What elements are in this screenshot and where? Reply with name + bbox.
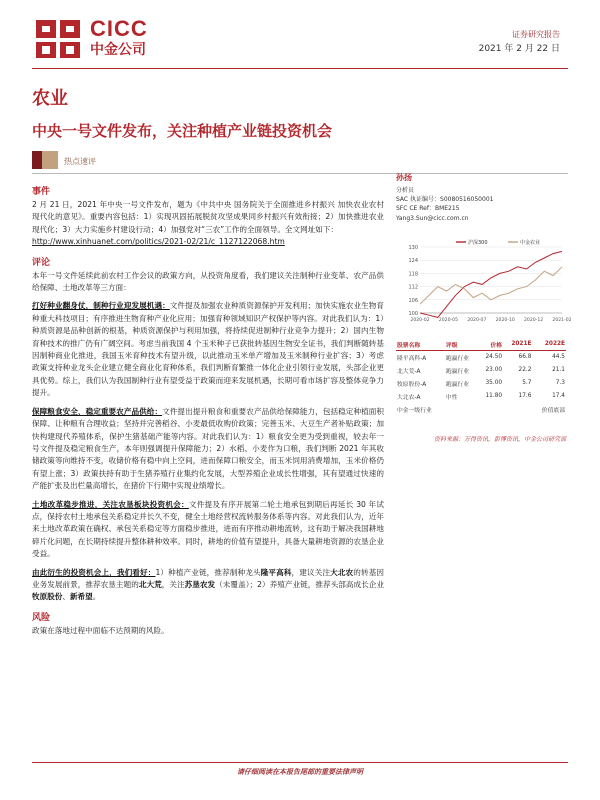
col-pe-2021: 2021E <box>503 339 532 351</box>
event-paragraph <box>32 199 384 249</box>
event-heading: 事件 <box>32 187 51 197</box>
analyst-info <box>396 186 566 223</box>
table-cell <box>445 403 478 416</box>
y-tick-label: 112 <box>408 284 418 291</box>
performance-chart-svg <box>396 237 572 329</box>
investment-text-f: 、 <box>62 592 70 602</box>
report-title: 中央一号文件发布，关注种植产业链投资机会 <box>32 122 333 140</box>
table-row <box>396 403 566 416</box>
main-content <box>32 180 384 643</box>
table-cell: 中金一级行业 <box>397 407 432 414</box>
table-row <box>396 377 566 390</box>
analyst-email[interactable]: Yang3.Sun@cicc.com.cn <box>396 214 469 222</box>
analyst-name: 孙扬 <box>396 173 412 182</box>
table-cell: 跑赢行业 <box>445 368 470 375</box>
sector-label: 农业 <box>32 88 68 109</box>
col-price: 价格 <box>478 339 503 351</box>
legal-footer: 请仔细阅读在本报告尾部的重要法律声明 <box>237 768 363 776</box>
table-cell: 北大荒-A <box>397 368 421 375</box>
food-security-heading: 保障粮食安全，稳定重要农产品供给： <box>32 406 163 416</box>
table-cell <box>503 403 532 416</box>
x-tick-label: 2020-05 <box>438 317 459 323</box>
comment-heading: 评论 <box>32 257 51 268</box>
table-cell: 23.00 <box>485 367 503 374</box>
table-row <box>396 364 566 377</box>
investment-heading: 由此衍生的投资机会上，我们看好： <box>32 567 156 577</box>
risk-text: 政策在落地过程中面临不达预期的风险。 <box>32 625 169 635</box>
risk-heading: 风险 <box>32 612 51 623</box>
y-tick-label: 118 <box>408 271 418 278</box>
table-cell: 17.6 <box>518 393 532 400</box>
investment-text-b: ，建议关注 <box>291 567 331 577</box>
table-cell: 21.1 <box>552 367 565 374</box>
investment-paragraph <box>32 567 384 604</box>
tag-color-block-accent <box>42 151 58 169</box>
food-security-text: 文件提出提升粮食和重要农产品供给保障能力，包括稳定种植面积保障、让种粮有合理收益；坚持并完善稻谷、小麦最低收购价政策；完善玉米、大豆生产者补贴政策；加快构建现代养殖体系，保护生猪基础产能等内容。对此我们认为：1）粮食安全更为受到重视，较去年一号文件提及稳定粮食生产，本年则强调提升保障能力；2）水稻、小麦作为口粮，我们判断 2021 年其收储政策等向维持不变，收储价格有稳中向上空间，进而保障口粮安全，而玉米饲用消费增加，玉米价格仍有望上涨；3）政策扶持有助于生猪养殖行业集约化发展，大型养殖企业成长性增强，其有望通过快速的产能扩张及出栏量高增长，在猪价下行期中实现业绩增长。 <box>32 406 384 491</box>
event-link[interactable]: http://www.xinhuanet.com/politics/2021-02/21/c_1127122068.htm <box>32 237 285 247</box>
investment-text-d: ，关注 <box>161 579 185 589</box>
performance-chart <box>396 237 572 333</box>
seed-industry-paragraph <box>32 300 384 399</box>
company-logo-text <box>90 18 148 58</box>
stock-newhope: 新希望 <box>69 592 93 602</box>
table-cell: 11.80 <box>485 393 503 400</box>
legend-label: 沪深300 <box>468 239 488 246</box>
x-tick-label: 2020-12 <box>523 317 544 323</box>
stock-sukennongfa: 苏垦农发 <box>184 579 216 589</box>
land-reform-text: 文件提及有序开展第二轮土地承包到期后再延长 30 年试点，保持农村土地承包关系稳定并长久不变，健全土地经营权流转服务体系等内容。对此我们认为，近年来土地改革政策在确权、承包关系稳定等方面稳步推进，进而有序推动耕地流转，这有助于解决我国耕地碎片化问题，在长期持续提升整体耕种效率。同时，耕地的价值有望提升，具备大量耕地资源的农垦企业受益。 <box>32 499 384 559</box>
table-cell: 17.4 <box>552 393 565 400</box>
report-tag: 热点速评 <box>64 157 96 166</box>
y-tick-label: 100 <box>408 310 418 317</box>
sidebar <box>396 170 572 443</box>
investment-text-e: （未覆盖）；2）养殖产业链，推荐头部高成长企业 <box>215 579 385 589</box>
table-cell: 44.5 <box>552 354 565 361</box>
table-cell: 牧原股份-A <box>397 381 427 388</box>
series-line-1 <box>420 267 562 304</box>
table-cell: 跑赢行业 <box>445 381 470 388</box>
header-divider <box>32 68 568 69</box>
investment-text-g: 。 <box>92 592 101 602</box>
analyst-role: 分析员 <box>396 187 415 194</box>
y-tick-label: 130 <box>408 244 418 251</box>
logo-cn: 中金公司 <box>90 41 146 57</box>
seed-industry-text: 文件提及加强农业种质资源保护开发利用；加快实施农业生物育种重大科技项目；有序推进生物育种产业化应用；加强育种领域知识产权保护等内容。对此我们认为：1）种质资源是品种创新的根基，种质资源保护与利用加强，将持续促进制种行业竞争力提升；2）国内生物育种技术的推广仍有广阔空间。考虑当前我国 4 个玉米种子已获批转基因生物安全证书，我们判断随转基因制种商业化推进，我国玉米育种技术有望升级，以此推动玉米单产增加及玉米制种行业扩容；3）考虑政策支持种业龙头企业建立健全商业化育种体系，我们判断育繁推一体化企业引领行业发展，头部企业更具优势。综上，我们认为我国制种行业有望受益于政策而迎来发展机遇，长期可看市场扩容及整体竞争力提升。 <box>32 301 384 398</box>
col-pe-2022: 2022E <box>532 339 566 351</box>
legend-label: 中金农业 <box>520 239 541 246</box>
stock-beidahuang: 北大荒 <box>138 579 162 589</box>
analyst-sac: SAC 执证编号：S0080516050001 <box>396 196 494 204</box>
table-cell: 价值底部 <box>541 407 565 414</box>
food-security-paragraph <box>32 406 384 493</box>
logo-en: CICC <box>90 16 148 41</box>
x-tick-label: 2020-10 <box>495 317 515 323</box>
table-cell <box>478 403 503 416</box>
table-cell: 大北农-A <box>397 394 421 401</box>
report-date: 2021 年 2 月 22 日 <box>478 44 560 54</box>
source-note: 资料来源：万得资讯，彭博资讯，中金公司研究部 <box>433 435 566 443</box>
table-cell: 24.50 <box>485 354 503 361</box>
land-reform-paragraph <box>32 499 384 561</box>
table-row <box>396 350 566 364</box>
cicc-logo-icon <box>32 16 84 62</box>
y-tick-label: 106 <box>408 297 418 304</box>
y-tick-label: 124 <box>408 258 418 265</box>
report-type: 证券研究报告 <box>512 30 560 39</box>
table-cell: 隆平高科-A <box>397 355 427 362</box>
table-row <box>396 390 566 403</box>
col-stock-name: 股票名称 <box>396 339 445 351</box>
seed-industry-heading: 打好种业翻身仗，制种行业迎发展机遇： <box>32 301 170 311</box>
investment-text-c: 的转基因业务发展前景，推荐农垦主题的 <box>32 567 385 589</box>
col-rating: 评级 <box>445 339 478 351</box>
stock-table <box>396 339 566 416</box>
stock-muyuan: 牧原股份 <box>32 592 63 602</box>
table-cell: 7.3 <box>555 380 565 387</box>
table-cell: 5.7 <box>522 380 532 387</box>
event-text: 2 月 21 日，2021 年中央一号文件发布，题为《中共中央 国务院关于全面推进乡村振兴 加快农业农村现代化的意见》。重要内容包括：1）实现巩固拓展脱贫攻坚成果同乡村振兴有效衔接；2）加快推进农业现代化；3）大力实施乡村建设行动；4）加强党对“三农”工作的全面领导。全文网址如下： <box>32 200 384 234</box>
comment-intro: 本年一号文件延续此前农村工作会议的政策方向，从投资角度看，我们建议关注制种行业变革、农产品供给保障、土地改革等三方面： <box>32 270 384 293</box>
table-cell: 22.2 <box>518 367 532 374</box>
stock-dabeinong: 大北农 <box>330 567 354 577</box>
x-tick-label: 2020-02 <box>410 317 430 323</box>
table-cell: 66.8 <box>518 354 532 361</box>
report-header-right <box>479 28 560 56</box>
table-cell: 中性 <box>445 394 458 401</box>
analyst-sfc: SFC CE Ref：BME215 <box>396 205 460 213</box>
x-tick-label: 2020-07 <box>467 317 487 323</box>
investment-text-a: 1）种植产业链，推荐制种龙头 <box>155 567 261 577</box>
table-cell: 跑赢行业 <box>445 355 470 362</box>
land-reform-heading: 土地改革稳步推进，关注农垦板块投资机会： <box>32 499 189 509</box>
footer-divider <box>32 762 568 763</box>
series-line-0 <box>420 251 562 317</box>
x-tick-label: 2021-02 <box>552 317 572 323</box>
stock-longping: 隆平高科 <box>260 567 292 577</box>
table-cell: 35.00 <box>485 380 503 387</box>
